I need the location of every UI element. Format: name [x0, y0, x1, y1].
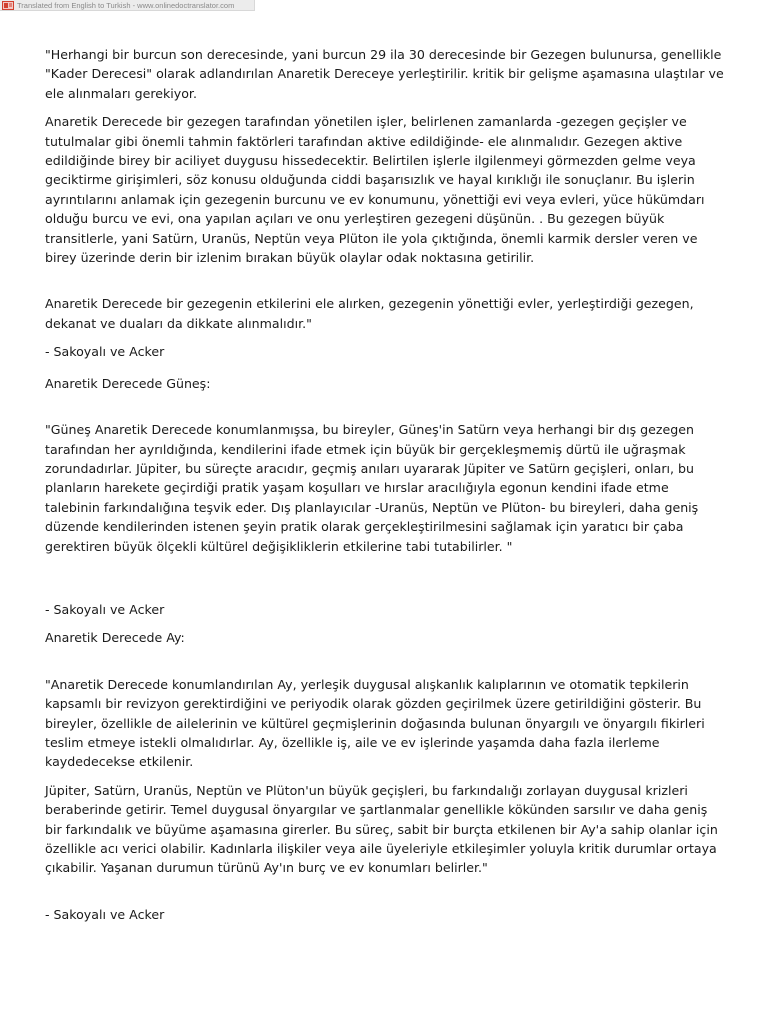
heading-sun: Anaretik Derecede Güneş:	[45, 375, 211, 391]
paragraph-moon-1: "Anaretik Derecede konumlandırılan Ay, yerleşik duygusal alışkanlık kalıplarının ve otomatik tepkilerin kapsamlı bir revizyon gerektirdiğini ve periyodik olarak gözden geçirilmek üzere getirildiğini gösterir. Bu bireyler, özellikle de ailelerinin ve kültürel geçmişlerinin doğasında bulunan önyargılı ve önyargılı fikirleri teslim etmeye istekli olmalıdırlar. Ay, özellikle iş, aile ve ev işlerinde yaşamda daha fazla ilerleme kaydedecekse etkilenir.	[45, 676, 705, 770]
translator-banner-link[interactable]	[0, 0, 255, 11]
paragraph-intro-quote: "Herhangi bir burcun son derecesinde, yani burcun 29 ila 30 derecesinde bir Gezegen bulunursa, genellikle "Kader Derecesi" olarak adlandırılan Anaretik Dereceye yerleştirilir. kritik bir gelişme aşamasına ulaştılar ve ele alınmaları gerekiyor.	[45, 47, 724, 101]
attribution-1: - Sakoyalı ve Acker	[45, 344, 165, 360]
document-body	[45, 45, 725, 924]
paragraph-sun: "Güneş Anaretik Derecede konumlanmışsa, bu bireyler, Güneş'in Satürn veya herhangi bir dış gezegen tarafından her ayrıldığında, kendilerini ifade etmek için büyük bir gerçekleşmemiş dürtü ile uğraşmak zorundadırlar. Jüpiter, bu süreçte aracıdır, geçmiş anıları uyararak Jüpiter ve Satürn geçişleri, onları, bu planların harekete geçirdiği pratik yaşam koşulları ve hırslar aracılığıyla egonun kendini ifade etme talebinin farkındalığına teşvik eder. Dış planlayıcılar -Uranüs, Neptün ve Plüton- bu bireyleri, daha geniş düzende kendilerinden istenen şeyin pratik olarak gerçekleştirilmesini sağlamak için yaratıcı bir çaba gerektiren büyük ölçekli kültürel değişikliklerin etkilerine tabi tutabilirler. "	[45, 422, 699, 554]
translator-logo-icon	[2, 1, 14, 10]
attribution-3: - Sakoyalı ve Acker	[45, 906, 165, 922]
heading-moon: Anaretik Derecede Ay:	[45, 630, 185, 646]
paragraph-moon-2: Jüpiter, Satürn, Uranüs, Neptün ve Plüton'un büyük geçişleri, bu farkındalığı zorlayan duygusal krizleri beraberinde getirir. Temel duygusal önyargılar ve şartlanmalar genellikle kökünden sarsılır ve daha geniş bir farkındalık ve büyüme aşamasına girerler. Bu süreç, sabit bir burçta etkilenen bir Ay'a sahip olanlar için özellikle acı verici olabilir. Kadınlarla ilişkiler veya aile üyeleriyle etkileşimler yoluyla kritik durumlar ortaya çıkabilir. Yaşanan durumun türünü Ay'ın burç ve ev konumları belirler."	[45, 782, 718, 876]
attribution-2: - Sakoyalı ve Acker	[45, 601, 165, 617]
translator-banner-text: Translated from English to Turkish - www.onlinedoctranslator.com	[17, 0, 235, 10]
paragraph-anaretic-effects: Anaretik Derecede bir gezegenin etkilerini ele alırken, gezegenin yönettiği evler, yerleştirdiği gezegen, dekanat ve duaları da dikkate alınmalıdır."	[45, 296, 694, 331]
paragraph-anaretic-affairs: Anaretik Derecede bir gezegen tarafından yönetilen işler, belirlenen zamanlarda -gezegen geçişler ve tutulmalar gibi önemli tahmin faktörleri tarafından aktive edildiğinde- ele alınmalıdır. Gezegen aktive edildiğinde birey bir aciliyet duygusu hissedecektir. Belirtilen işlerle ilgilenmeyi görmezden gelme veya geciktirme girişimleri, söz konusu olduğunda ciddi başarısızlık ve hayal kırıklığı ile sonuçlanır. Bu işlerin ayrıntılarını anlamak için gezegenin burcunu ve ev konumunu, yönettiği evi veya evleri, yüce hükümdarı olduğu burcu ve evi, ona yapılan açıları ve onu yerleştiren gezegeni düşünün. . Bu gezegen büyük transitlerle, yani Satürn, Uranüs, Neptün veya Plüton ile yola çıktığında, önemli karmik dersler veren ve birey üzerinde derin bir izlenim bırakan büyük olaylar odak noktasına getirilir.	[45, 114, 705, 266]
